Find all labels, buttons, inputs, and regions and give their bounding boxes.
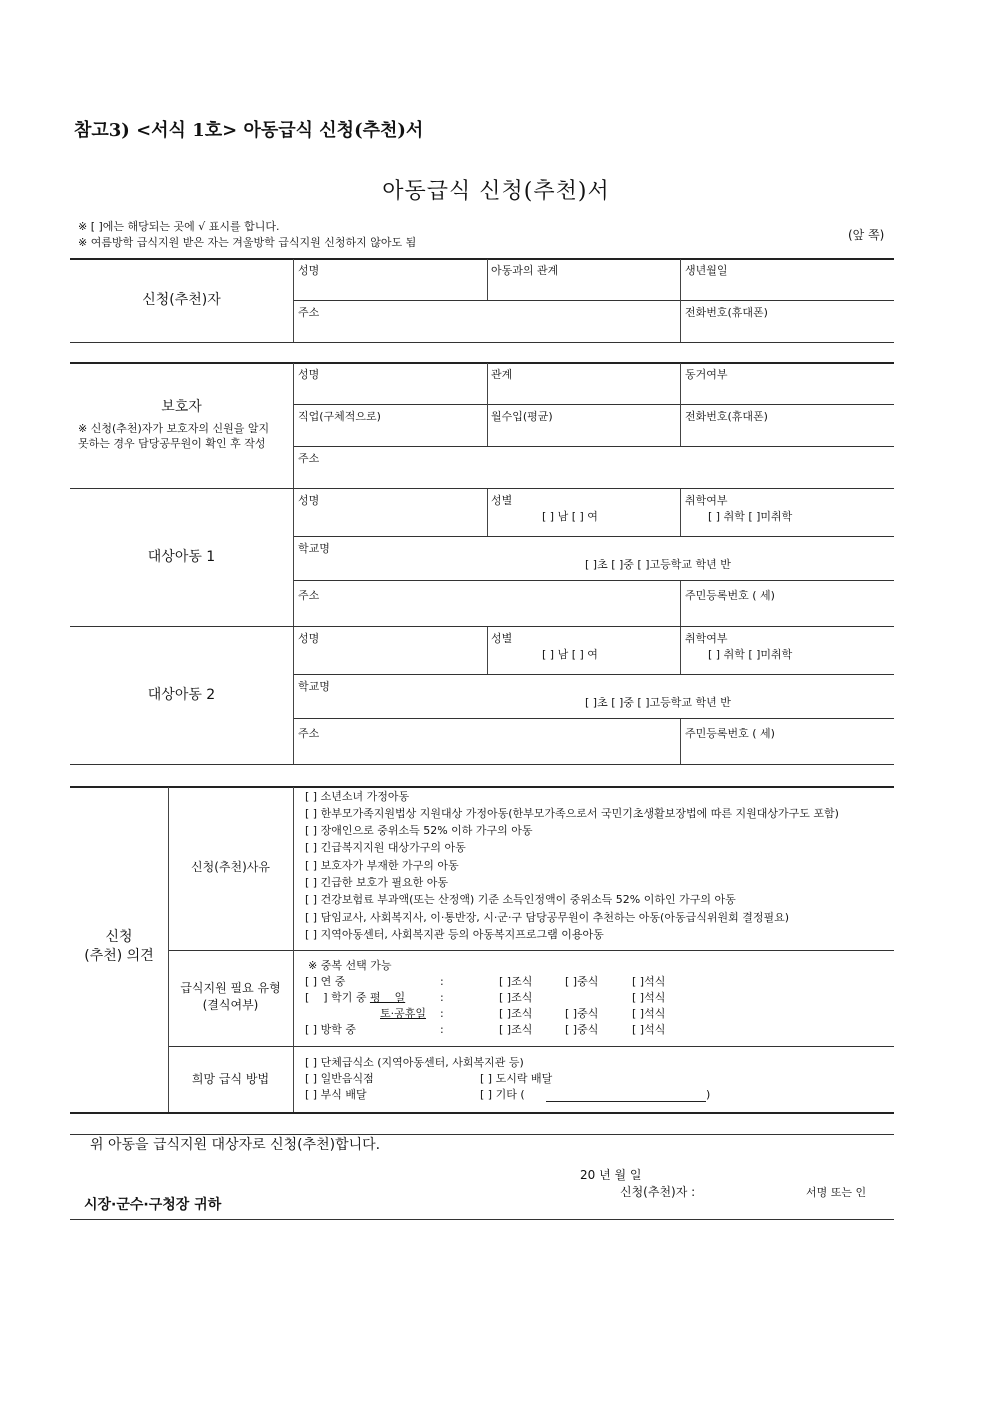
child1-school-field[interactable]: 학교명 bbox=[298, 542, 330, 555]
child2-enroll-checkbox[interactable]: [ ] 취학 [ ]미취학 bbox=[708, 648, 793, 661]
reference-title: 참고3) <서식 1호> 아동급식 신청(추천)서 bbox=[74, 120, 424, 141]
child1-enroll-checkbox[interactable]: [ ] 취학 [ ]미취학 bbox=[708, 510, 793, 523]
method-other-close: ) bbox=[706, 1088, 711, 1101]
breakfast-checkbox[interactable]: [ ]조식 bbox=[499, 1007, 533, 1020]
breakfast-checkbox[interactable]: [ ]조식 bbox=[499, 975, 533, 988]
breakfast-checkbox[interactable]: [ ]조식 bbox=[499, 1023, 533, 1036]
child2-resident-no-field[interactable]: 주민등록번호 ( 세) bbox=[685, 727, 775, 740]
applicant-name-field[interactable]: 성명 bbox=[298, 264, 320, 277]
guardian-name-field[interactable]: 성명 bbox=[298, 368, 320, 381]
applicant-phone-field[interactable]: 전화번호(휴대폰) bbox=[685, 306, 768, 319]
method-lunchbox-checkbox[interactable]: [ ] 도시락 배달 bbox=[480, 1072, 553, 1085]
reason-checkbox-7[interactable]: [ ] 건강보험료 부과액(또는 산정액) 기준 소득인정액이 중위소득 52% 이하인 가구의 아동 bbox=[305, 893, 736, 906]
child2-school-field[interactable]: 학교명 bbox=[298, 680, 330, 693]
reason-checkbox-3[interactable]: [ ] 장애인으로 중위소득 52% 이하 가구의 아동 bbox=[305, 824, 533, 837]
guardian-cohabit-field[interactable]: 동거여부 bbox=[685, 368, 728, 381]
guardian-note-line2: 못하는 경우 담당공무원이 확인 후 작성 bbox=[78, 437, 266, 450]
dinner-checkbox[interactable]: [ ]석식 bbox=[632, 991, 666, 1004]
applicant-relation-field[interactable]: 아동과의 관계 bbox=[491, 264, 559, 277]
child2-gender-label: 성별 bbox=[491, 632, 513, 645]
support-type-label-line2: (결식여부) bbox=[202, 998, 259, 1012]
type-row-yearround[interactable]: [ ] 연 중 bbox=[305, 975, 346, 988]
type-row-semester-weekday[interactable]: [ ] 학기 중 평 일 bbox=[305, 991, 406, 1004]
child1-label: 대상아동 1 bbox=[147, 549, 216, 565]
lunch-checkbox[interactable]: [ ]중식 bbox=[565, 975, 599, 988]
signature-label: 서명 또는 인 bbox=[806, 1186, 867, 1199]
child1-resident-no-field[interactable]: 주민등록번호 ( 세) bbox=[685, 589, 775, 602]
lunch-checkbox[interactable]: [ ]중식 bbox=[565, 1007, 599, 1020]
child1-school-type-checkbox[interactable]: [ ]초 [ ]중 [ ]고등학교 학년 반 bbox=[585, 558, 731, 571]
method-other-input[interactable] bbox=[546, 1101, 706, 1102]
applicant-birth-field[interactable]: 생년월일 bbox=[685, 264, 728, 277]
guardian-note-line1: ※ 신청(추천)자가 보호자의 신원을 알지 bbox=[78, 422, 270, 435]
reason-checkbox-1[interactable]: [ ] 소년소녀 가정아동 bbox=[305, 790, 410, 803]
applicant-address-field[interactable]: 주소 bbox=[298, 306, 320, 319]
application-statement: 위 아동을 급식지원 대상자로 신청(추천)합니다. bbox=[90, 1137, 381, 1153]
type-row-colon: : bbox=[440, 1007, 444, 1020]
opinion-label-line2: (추천) 의견 bbox=[84, 948, 154, 964]
date-field[interactable]: 20 년 월 일 bbox=[580, 1168, 642, 1182]
support-type-label-line1: 급식지원 필요 유형 bbox=[180, 981, 281, 995]
child2-enroll-label: 취학여부 bbox=[685, 632, 728, 645]
child2-address-field[interactable]: 주소 bbox=[298, 727, 320, 740]
child1-address-field[interactable]: 주소 bbox=[298, 589, 320, 602]
type-row-colon: : bbox=[440, 1023, 444, 1036]
applicant-label: 신청(추천)자 bbox=[142, 292, 221, 308]
duplicate-select-note: ※ 중복 선택 가능 bbox=[308, 959, 392, 972]
breakfast-checkbox[interactable]: [ ]조식 bbox=[499, 991, 533, 1004]
dinner-checkbox[interactable]: [ ]석식 bbox=[632, 1023, 666, 1036]
child1-enroll-label: 취학여부 bbox=[685, 494, 728, 507]
child2-gender-checkbox[interactable]: [ ] 남 [ ] 여 bbox=[542, 648, 598, 661]
reason-checkbox-4[interactable]: [ ] 긴급복지지원 대상가구의 아동 bbox=[305, 841, 466, 854]
guardian-address-field[interactable]: 주소 bbox=[298, 452, 320, 465]
method-other-checkbox[interactable]: [ ] 기타 ( bbox=[480, 1088, 525, 1101]
addressee: 시장·군수·구청장 귀하 bbox=[84, 1197, 222, 1213]
child2-label: 대상아동 2 bbox=[147, 687, 216, 703]
guardian-phone-field[interactable]: 전화번호(휴대폰) bbox=[685, 410, 768, 423]
method-group-kitchen-checkbox[interactable]: [ ] 단체급식소 (지역아동센터, 사회복지관 등) bbox=[305, 1056, 524, 1069]
child2-name-field[interactable]: 성명 bbox=[298, 632, 320, 645]
dinner-checkbox[interactable]: [ ]석식 bbox=[632, 1007, 666, 1020]
reason-checkbox-6[interactable]: [ ] 긴급한 보호가 필요한 아동 bbox=[305, 876, 448, 889]
summer-note: ※ 여름방학 급식지원 받은 자는 겨울방학 급식지원 신청하지 않아도 됨 bbox=[78, 236, 417, 249]
reason-checkbox-8[interactable]: [ ] 담임교사, 사회복지사, 이·통반장, 시·군·구 담당공무원이 추천하는 아동(아동급식위원회 결정필요) bbox=[305, 911, 790, 924]
lunch-checkbox[interactable]: [ ]중식 bbox=[565, 1023, 599, 1036]
page-side-label: (앞 쪽) bbox=[848, 228, 885, 242]
guardian-job-field[interactable]: 직업(구체적으로) bbox=[298, 410, 381, 423]
child1-gender-label: 성별 bbox=[491, 494, 513, 507]
dinner-checkbox[interactable]: [ ]석식 bbox=[632, 975, 666, 988]
method-sidedish-checkbox[interactable]: [ ] 부식 배달 bbox=[305, 1088, 367, 1101]
opinion-label-line1: 신청 bbox=[105, 929, 133, 945]
method-label: 희망 급식 방법 bbox=[191, 1072, 270, 1086]
type-row-vacation[interactable]: [ ] 방학 중 bbox=[305, 1023, 356, 1036]
child1-name-field[interactable]: 성명 bbox=[298, 494, 320, 507]
type-row-semester-holiday[interactable]: 토·공휴일 bbox=[380, 1007, 427, 1020]
instruction-note: ※ [ ]에는 해당되는 곳에 √ 표시를 합니다. bbox=[78, 220, 280, 233]
guardian-relation-field[interactable]: 관계 bbox=[491, 368, 513, 381]
method-restaurant-checkbox[interactable]: [ ] 일반음식점 bbox=[305, 1072, 374, 1085]
signer-field[interactable]: 신청(추천)자 : bbox=[620, 1185, 696, 1199]
reason-checkbox-9[interactable]: [ ] 지역아동센터, 사회복지관 등의 아동복지프로그램 이용아동 bbox=[305, 928, 604, 941]
guardian-label: 보호자 bbox=[161, 399, 202, 415]
type-row-colon: : bbox=[440, 991, 444, 1004]
reason-label: 신청(추천)사유 bbox=[191, 860, 270, 874]
child2-school-type-checkbox[interactable]: [ ]초 [ ]중 [ ]고등학교 학년 반 bbox=[585, 696, 731, 709]
type-row-colon: : bbox=[440, 975, 444, 988]
reason-checkbox-2[interactable]: [ ] 한부모가족지원법상 지원대상 가정아동(한부모가족으로서 국민기초생활보장법에 따른 지원대상가구도 포함) bbox=[305, 807, 839, 820]
guardian-income-field[interactable]: 월수입(평균) bbox=[491, 410, 553, 423]
document-title: 아동급식 신청(추천)서 bbox=[382, 179, 610, 204]
child1-gender-checkbox[interactable]: [ ] 남 [ ] 여 bbox=[542, 510, 598, 523]
reason-checkbox-5[interactable]: [ ] 보호자가 부재한 가구의 아동 bbox=[305, 859, 459, 872]
